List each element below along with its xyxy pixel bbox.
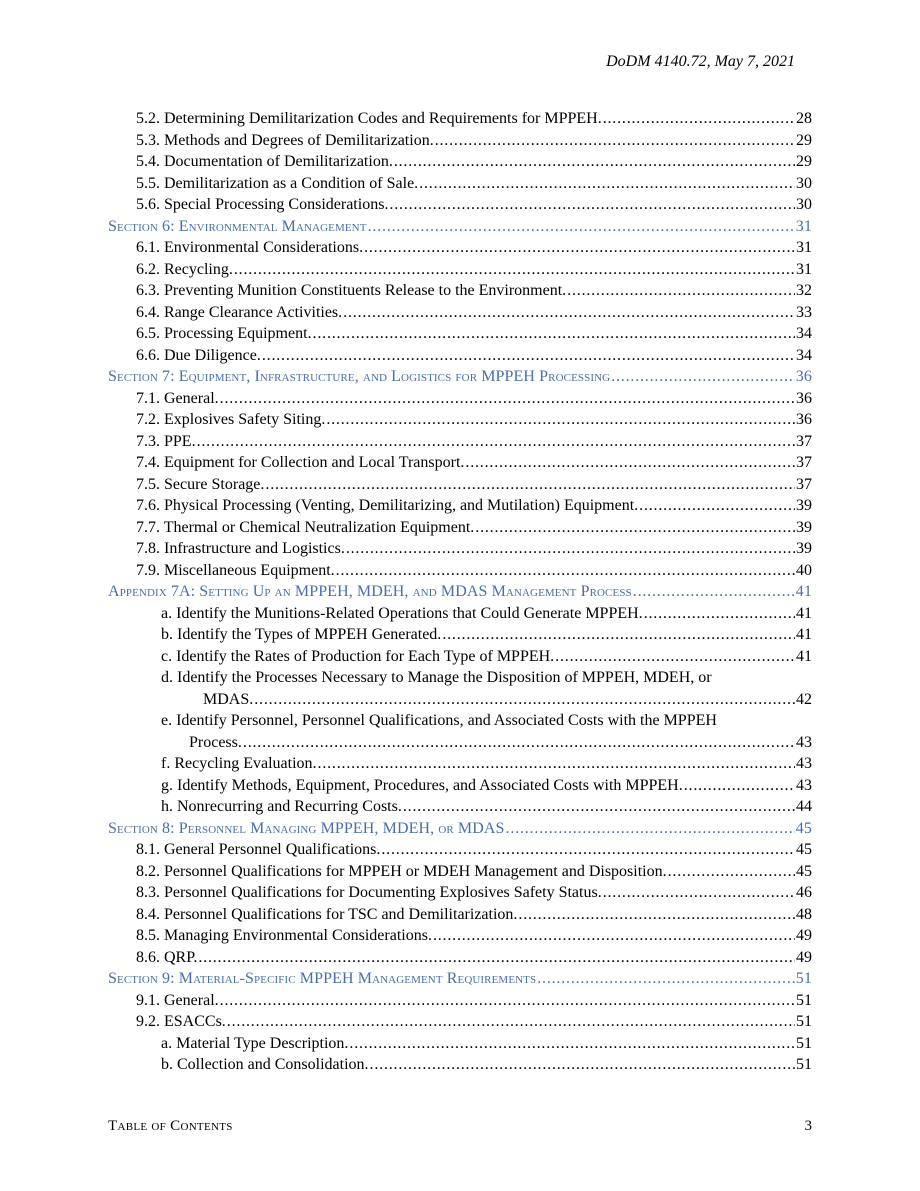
toc-page-number: 30 xyxy=(796,174,812,192)
toc-page-number: 49 xyxy=(796,927,812,944)
toc-entry[interactable] xyxy=(108,775,812,797)
toc-entry-text: 6.6. Due Diligence. xyxy=(136,346,261,364)
dot-leader xyxy=(419,173,795,195)
toc-entry[interactable] xyxy=(108,990,812,1012)
toc-entry[interactable] xyxy=(108,710,812,732)
dot-leader xyxy=(220,388,795,410)
toc-entry[interactable] xyxy=(108,517,812,539)
toc-page-number: 51 xyxy=(796,991,812,1009)
dot-leader xyxy=(633,581,795,603)
toc-entry-text: 5.6. Special Processing Considerations. xyxy=(136,196,389,213)
toc-entry-text: 7.2. Explosives Safety Siting. xyxy=(136,411,326,428)
toc-page-number: 43 xyxy=(796,776,812,794)
toc-entry[interactable] xyxy=(108,280,812,302)
toc-page-number: 51 xyxy=(796,1056,812,1073)
toc-entry[interactable] xyxy=(108,560,812,582)
toc-entry-text: 8.2. Personnel Qualifications for MPPEH or MDEH Management and Disposition. xyxy=(136,862,667,880)
toc-entry-text: 7.3. PPE. xyxy=(136,432,196,450)
dot-leader xyxy=(243,732,795,754)
toc-page-number: 41 xyxy=(796,647,812,665)
toc-entry[interactable] xyxy=(108,173,812,195)
toc-entry[interactable] xyxy=(108,947,812,969)
dot-leader xyxy=(611,366,795,388)
toc-page-number: 43 xyxy=(796,733,812,751)
dot-leader xyxy=(603,882,795,904)
toc-entry[interactable] xyxy=(108,882,812,904)
toc-entry[interactable] xyxy=(108,323,812,345)
toc-page-number: 31 xyxy=(795,217,812,235)
toc-entry[interactable] xyxy=(108,259,812,281)
dot-leader xyxy=(318,753,795,775)
toc-page-number: 36 xyxy=(795,368,812,385)
toc-section-link[interactable] xyxy=(108,366,812,388)
toc-section-title: Section 6: Environmental Management xyxy=(108,217,367,235)
dot-leader xyxy=(403,796,795,818)
toc-page-number: 31 xyxy=(796,260,812,278)
toc-page-number: 51 xyxy=(796,1013,812,1030)
dot-leader xyxy=(234,259,795,281)
toc-entry-continuation[interactable] xyxy=(108,689,812,711)
toc-page-number: 48 xyxy=(796,905,812,923)
toc-page-number: 41 xyxy=(795,583,812,600)
toc-page-number: 39 xyxy=(796,518,812,536)
toc-entry-text: 7.8. Infrastructure and Logistics. xyxy=(136,540,345,557)
toc-entry-text: 5.4. Documentation of Demilitarization. xyxy=(136,153,393,170)
toc-entry-text: 8.5. Managing Environmental Considerations. xyxy=(136,927,432,944)
toc-entry-text: 8.3. Personnel Qualifications for Documenting Explosives Safety Status. xyxy=(136,884,602,901)
toc-entry-continuation[interactable] xyxy=(108,732,812,754)
toc-entry[interactable] xyxy=(108,1033,812,1055)
toc-entry-text: 8.6. QRP. xyxy=(136,948,198,966)
toc-entry-text: 6.4. Range Clearance Activities. xyxy=(136,303,343,321)
dot-leader xyxy=(254,689,795,711)
toc-entry-text: 9.1. General. xyxy=(136,991,219,1009)
toc-entry[interactable] xyxy=(108,925,812,947)
dot-leader xyxy=(381,839,795,861)
toc-entry-text: b. Collection and Consolidation. xyxy=(161,1056,369,1073)
toc-entry[interactable] xyxy=(108,151,812,173)
toc-entry-text: a. Identify the Munitions-Related Operations that Could Generate MPPEH. xyxy=(161,604,643,622)
toc-entry[interactable] xyxy=(108,130,812,152)
toc-page-number: 51 xyxy=(795,970,812,987)
toc-section-link[interactable] xyxy=(108,216,812,238)
toc-page-number: 29 xyxy=(796,153,812,170)
toc-entry-text: c. Identify the Rates of Production for Each Type of MPPEH. xyxy=(161,647,555,665)
toc-page-number: 45 xyxy=(795,819,812,837)
dot-leader xyxy=(518,904,795,926)
dot-leader xyxy=(346,538,795,560)
toc-section-title: Section 9: Material-Specific MPPEH Management Requirements xyxy=(108,970,537,987)
dot-leader xyxy=(220,990,795,1012)
toc-entry-text: f. Recycling Evaluation. xyxy=(161,755,317,772)
toc-entry-text: 5.5. Demilitarization as a Condition of Sale. xyxy=(136,174,419,192)
toc-entry-text: 8.1. General Personnel Qualifications. xyxy=(136,841,381,858)
toc-entry[interactable] xyxy=(108,302,812,324)
dot-leader xyxy=(197,431,795,453)
toc-page-number: 45 xyxy=(796,862,812,880)
toc-entry[interactable] xyxy=(108,345,812,367)
dot-leader xyxy=(639,495,795,517)
toc-entry-text: 7.5. Secure Storage. xyxy=(136,475,265,493)
dot-leader xyxy=(644,603,795,625)
toc-page-number: 29 xyxy=(796,131,812,149)
toc-page-number: 37 xyxy=(796,475,812,493)
dot-leader xyxy=(475,517,795,539)
toc-entry[interactable] xyxy=(108,409,812,431)
toc-page-number: 39 xyxy=(796,497,812,514)
page-footer xyxy=(108,1118,812,1135)
footer-title: Table of Contents xyxy=(108,1118,233,1134)
toc-entry-text: e. Identify Personnel, Personnel Qualifications, and Associated Costs with the MPPEH xyxy=(161,712,717,729)
toc-entry[interactable] xyxy=(108,194,812,216)
toc-entry-text: 7.7. Thermal or Chemical Neutralization Equipment. xyxy=(136,518,475,536)
toc-page-number: 30 xyxy=(796,196,812,213)
toc-entry-text: b. Identify the Types of MPPEH Generated. xyxy=(161,626,442,643)
dot-leader xyxy=(442,624,795,646)
dot-leader xyxy=(227,1011,795,1033)
toc-entry-text: 9.2. ESACCs. xyxy=(136,1013,226,1030)
toc-entry[interactable] xyxy=(108,108,812,130)
toc-section-title: Appendix 7A: Setting Up an MPPEH, MDEH, and MDAS Management Process xyxy=(108,583,632,600)
toc-page-number: 28 xyxy=(796,110,812,127)
toc-page-number: 36 xyxy=(796,389,812,407)
dot-leader xyxy=(433,925,795,947)
document-header: DoDM 4140.72, May 7, 2021 xyxy=(606,53,795,70)
dot-leader xyxy=(370,1054,795,1076)
dot-leader xyxy=(349,1033,795,1055)
dot-leader xyxy=(537,968,795,990)
toc-page-number: 46 xyxy=(796,884,812,901)
toc-page-number: 51 xyxy=(796,1034,812,1052)
toc-entry[interactable] xyxy=(108,1054,812,1076)
toc-page-number: 49 xyxy=(796,948,812,966)
toc-page-number: 41 xyxy=(796,626,812,643)
toc-page-number: 36 xyxy=(796,411,812,428)
toc-page-number: 40 xyxy=(796,561,812,579)
toc-entry-text: h. Nonrecurring and Recurring Costs. xyxy=(161,798,402,815)
toc-entry[interactable] xyxy=(108,753,812,775)
table-of-contents xyxy=(108,108,812,1076)
toc-page-number: 42 xyxy=(796,690,812,708)
toc-page-number: 39 xyxy=(796,540,812,557)
toc-page-number: 37 xyxy=(796,432,812,450)
toc-entry-text: 8.4. Personnel Qualifications for TSC and Demilitarization. xyxy=(136,905,518,923)
dot-leader xyxy=(326,409,795,431)
dot-leader xyxy=(389,194,795,216)
toc-section-link[interactable] xyxy=(108,581,812,603)
toc-entry[interactable] xyxy=(108,646,812,668)
toc-entry[interactable] xyxy=(108,861,812,883)
toc-page-number: 34 xyxy=(796,325,812,342)
toc-entry-text: 5.2. Determining Demilitarization Codes and Requirements for MPPEH. xyxy=(136,110,602,127)
dot-leader xyxy=(668,861,795,883)
toc-entry-text: MDAS. xyxy=(203,690,254,708)
toc-page-number: 34 xyxy=(796,346,812,364)
footer-page-number: 3 xyxy=(804,1118,812,1134)
toc-entry-text: Process. xyxy=(189,733,242,751)
toc-page-number: 43 xyxy=(796,755,812,772)
toc-entry[interactable] xyxy=(108,538,812,560)
toc-entry[interactable] xyxy=(108,603,812,625)
toc-entry[interactable] xyxy=(108,624,812,646)
toc-section-link[interactable] xyxy=(108,968,812,990)
toc-entry-text: 6.5. Processing Equipment. xyxy=(136,325,312,342)
toc-entry[interactable] xyxy=(108,474,812,496)
dot-leader xyxy=(343,302,795,324)
dot-leader xyxy=(465,452,795,474)
dot-leader xyxy=(567,280,795,302)
toc-entry-text: 7.4. Equipment for Collection and Local Transport. xyxy=(136,454,465,471)
toc-page-number: 37 xyxy=(796,454,812,471)
toc-entry-text: 7.1. General. xyxy=(136,389,219,407)
toc-entry[interactable] xyxy=(108,796,812,818)
dot-leader xyxy=(435,130,795,152)
dot-leader xyxy=(555,646,795,668)
toc-page-number: 41 xyxy=(796,604,812,622)
toc-entry-text: 6.2. Recycling. xyxy=(136,260,233,278)
dot-leader xyxy=(684,775,795,797)
toc-entry-text: d. Identify the Processes Necessary to Manage the Disposition of MPPEH, MDEH, or xyxy=(161,669,712,686)
dot-leader xyxy=(364,237,795,259)
dot-leader xyxy=(336,560,795,582)
toc-entry[interactable] xyxy=(108,388,812,410)
toc-entry[interactable] xyxy=(108,667,812,689)
dot-leader xyxy=(603,108,795,130)
toc-page-number: 33 xyxy=(796,303,812,321)
toc-entry-text: 6.3. Preventing Munition Constituents Release to the Environment. xyxy=(136,282,567,299)
dot-leader xyxy=(198,947,795,969)
dot-leader xyxy=(368,216,795,238)
toc-entry[interactable] xyxy=(108,1011,812,1033)
toc-section-title: Section 8: Personnel Managing MPPEH, MDEH, or MDAS xyxy=(108,819,505,837)
toc-entry[interactable] xyxy=(108,839,812,861)
toc-page-number: 45 xyxy=(796,841,812,858)
dot-leader xyxy=(265,474,795,496)
dot-leader xyxy=(506,818,795,840)
toc-section-title: Section 7: Equipment, Infrastructure, and Logistics for MPPEH Processing xyxy=(108,368,611,385)
toc-entry-text: a. Material Type Description. xyxy=(161,1034,349,1052)
toc-page-number: 32 xyxy=(796,282,812,299)
toc-entry[interactable] xyxy=(108,431,812,453)
toc-entry-text: 7.6. Physical Processing (Venting, Demilitarizing, and Mutilation) Equipment. xyxy=(136,497,639,514)
toc-page-number: 31 xyxy=(796,239,812,256)
toc-entry-text: 7.9. Miscellaneous Equipment. xyxy=(136,561,335,579)
dot-leader xyxy=(313,323,795,345)
toc-entry[interactable] xyxy=(108,904,812,926)
toc-entry[interactable] xyxy=(108,495,812,517)
toc-entry-text: 6.1. Environmental Considerations. xyxy=(136,239,364,256)
toc-page-number: 44 xyxy=(796,798,812,815)
dot-leader xyxy=(262,345,795,367)
toc-entry-text: g. Identify Methods, Equipment, Procedures, and Associated Costs with MPPEH. xyxy=(161,776,683,794)
toc-entry[interactable] xyxy=(108,237,812,259)
toc-entry[interactable] xyxy=(108,452,812,474)
dot-leader xyxy=(394,151,795,173)
toc-section-link[interactable] xyxy=(108,818,812,840)
toc-entry-text: 5.3. Methods and Degrees of Demilitarization. xyxy=(136,131,434,149)
